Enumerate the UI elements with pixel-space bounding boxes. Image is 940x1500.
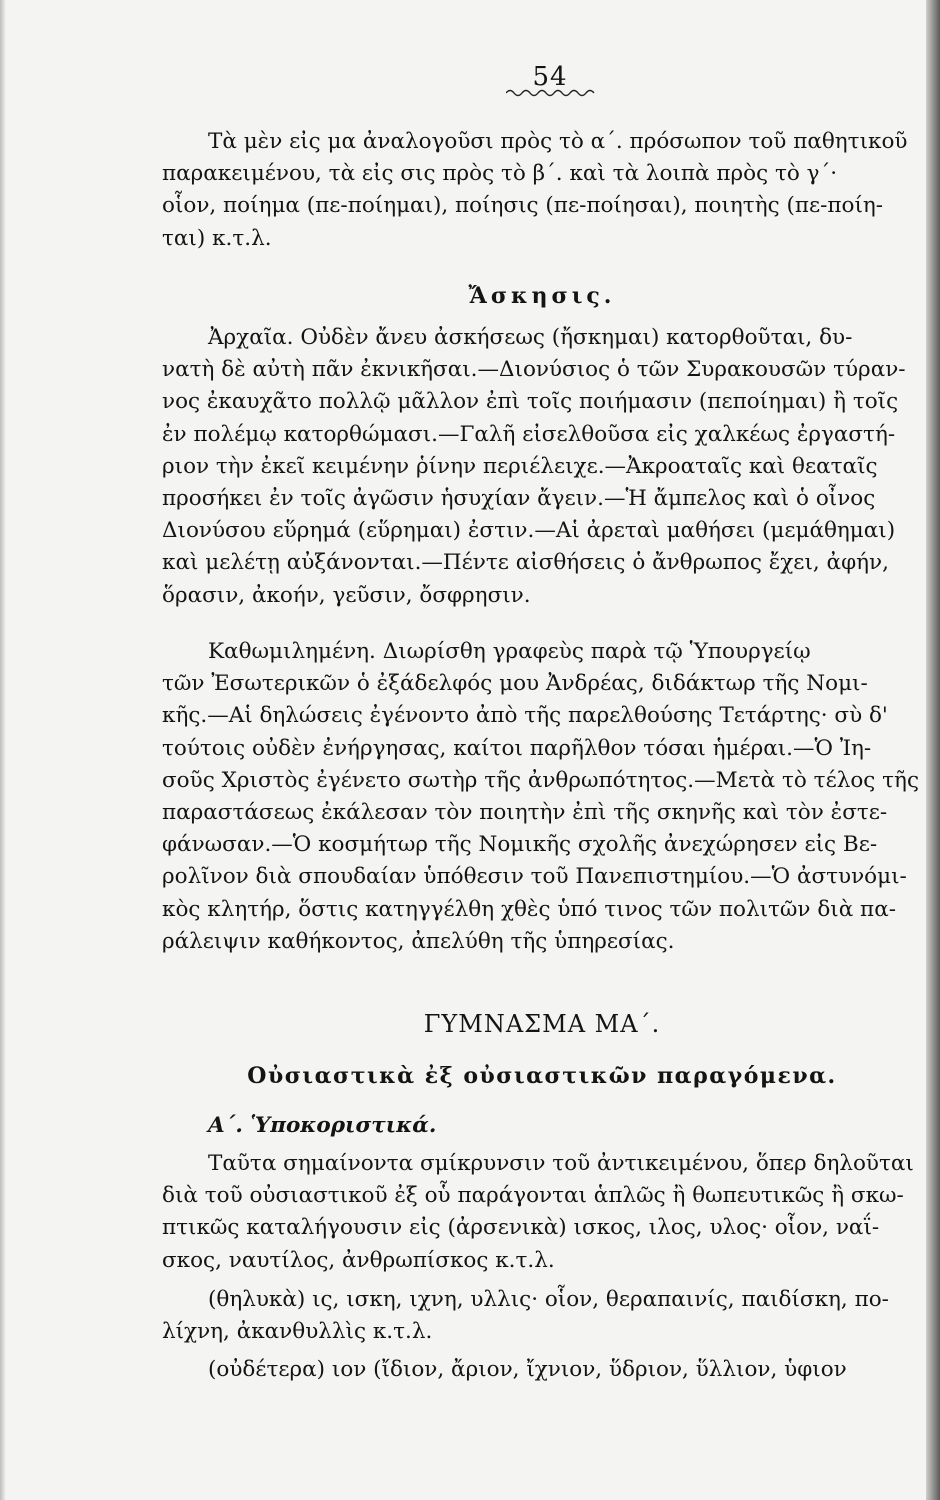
- paragraph-kathomilimeni: [162, 636, 922, 958]
- gymnasma-heading: ΓΥΜΝΑΣΜΑ ΜΑ΄.: [423, 1010, 661, 1038]
- paragraph-archaia: [162, 322, 922, 612]
- section-a-heading-text: Α΄. Ὑποκοριστικά.: [208, 1113, 437, 1138]
- text-line: καὶ μελέτῃ αὐξάνονται.—Πέντε αἰσθήσεις ὁ ἄνθρωπος ἔχει, ἀφήν,: [162, 550, 889, 576]
- scan-edge-right: [926, 0, 940, 1500]
- text-line: ράλειψιν καθήκοντος, ἀπελύθη τῆς ὑπηρεσίας.: [162, 928, 675, 954]
- text-line: (οὐδέτερα) ιον (ἴδιον, ἄριον, ἴχνιον, ὕδριον, ὕλλιον, ὑφιον: [208, 1357, 847, 1382]
- text-line: Διονύσου εὕρημά (εὕρημαι) ἐστιν.—Αἱ ἀρεταὶ μαθήσει (μεμάθημαι): [162, 518, 896, 544]
- text-line: ριον τὴν ἐκεῖ κειμένην ῥίνην περιέλειχε.—Ἀκροαταῖς καὶ θεαταῖς: [162, 453, 878, 479]
- text-line: ται) κ.τ.λ.: [162, 225, 272, 251]
- text-line: φάνωσαν.—Ὁ κοσμήτωρ τῆς Νομικῆς σχολῆς ἀνεχώρησεν εἰς Βε-: [162, 832, 878, 858]
- text-line: κῆς.—Αἱ δηλώσεις ἐγένοντο ἀπὸ τῆς παρελθούσης Τετάρτης· σὺ δ': [162, 703, 888, 729]
- text-line: νος ἐκαυχᾶτο πολλῷ μᾶλλον ἐπὶ τοῖς ποιήμασιν (πεποίημαι) ἢ τοῖς: [162, 389, 899, 415]
- text-line: τῶν Ἐσωτερικῶν ὁ ἐξάδελφός μου Ἀνδρέας, διδάκτωρ τῆς Νομι-: [162, 671, 868, 697]
- text-line: κὸς κλητήρ, ὅστις κατηγγέλθη χθὲς ὑπό τινος τῶν πολιτῶν διὰ πα-: [162, 896, 896, 922]
- text-line: τούτοις οὐδὲν ἐνήργησας, καίτοι παρῆλθον τόσαι ἡμέραι.—Ὁ Ἰη-: [162, 735, 872, 761]
- text-line: διὰ τοῦ οὐσιαστικοῦ ἐξ οὗ παράγονται ἁπλῶς ἢ θωπευτικῶς ἢ σκω-: [162, 1183, 904, 1209]
- text-line: Τὰ μὲν εἰς μα ἀναλογοῦσι πρὸς τὸ α΄. πρόσωπον τοῦ παθητικοῦ: [208, 129, 908, 154]
- text-line: οἷον, ποίημα (πε-ποίημαι), ποίησις (πε-ποίησαι), ποιητὴς (πε-ποίη-: [162, 193, 884, 219]
- scan-edge-left: [0, 0, 6, 1500]
- askesis-heading: Ἄσκησις.: [468, 283, 616, 309]
- paragraph-hypokoristika: [162, 1148, 922, 1277]
- text-line: σοῦς Χριστὸς ἐγένετο σωτὴρ τῆς ἀνθρωπότητος.—Μετὰ τὸ τέλος τῆς: [162, 767, 919, 793]
- page-number-ornament: [506, 88, 598, 98]
- text-line: λίχνη, ἀκανθυλλὶς κ.τ.λ.: [162, 1319, 433, 1345]
- text-line: Ἀρχαῖα. Οὐδὲν ἄνευ ἀσκήσεως (ἤσκημαι) κατορθοῦται, δυ-: [208, 325, 853, 350]
- text-line: Καθωμιλημένη. Διωρίσθη γραφεὺς παρὰ τῷ Ὑπουργείῳ: [208, 639, 811, 664]
- text-line: ὅρασιν, ἀκοήν, γεῦσιν, ὄσφρησιν.: [162, 582, 531, 608]
- text-line: προσήκει ἐν τοῖς ἀγῶσιν ἡσυχίαν ἄγειν.—Ἡ ἄμπελος καὶ ὁ οἶνος: [162, 485, 876, 511]
- paragraph-oudetera: [162, 1354, 922, 1386]
- text-line: σκος, ναυτίλος, ἀνθρωπίσκος κ.τ.λ.: [162, 1247, 555, 1273]
- text-line: νατὴ δὲ αὐτὴ πᾶν ἐκνικῆσαι.—Διονύσιος ὁ τῶν Συρακουσῶν τύραν-: [162, 357, 906, 383]
- text-line: (θηλυκὰ) ις, ισκη, ιχνη, υλλις· οἷον, θεραπαινίς, παιδίσκη, πο-: [208, 1287, 889, 1312]
- paragraph-intro: [162, 126, 922, 255]
- page-number: 54: [532, 62, 568, 92]
- text-line: ρολῖνον διὰ σπουδαίαν ὑπόθεσιν τοῦ Πανεπιστημίου.—Ὁ ἀστυνόμι-: [162, 864, 907, 890]
- gymnasma-subheading: Οὐσιαστικὰ ἐξ οὐσιαστικῶν παραγόμενα.: [247, 1063, 837, 1089]
- section-a-heading: [162, 1110, 940, 1142]
- text-line: παραστάσεως ἐκάλεσαν τὸν ποιητὴν ἐπὶ τῆς σκηνῆς καὶ τὸν ἐστε-: [162, 799, 888, 825]
- text-line: πτικῶς καταλήγουσιν εἰς (ἀρσενικὰ) ισκος, ιλος, υλος· οἷον, ναΐ-: [162, 1215, 880, 1241]
- text-line: Ταῦτα σημαίνοντα σμίκρυνσιν τοῦ ἀντικειμένου, ὅπερ δηλοῦται: [208, 1151, 914, 1176]
- text-line: ἐν πολέμῳ κατορθώμασι.—Γαλῆ εἰσελθοῦσα εἰς χαλκέως ἐργαστή-: [162, 421, 896, 447]
- paragraph-thelyka: [162, 1284, 922, 1348]
- text-line: παρακειμένου, τὰ εἰς σις πρὸς τὸ β΄. καὶ τὰ λοιπὰ πρὸς τὸ γ΄·: [162, 161, 838, 187]
